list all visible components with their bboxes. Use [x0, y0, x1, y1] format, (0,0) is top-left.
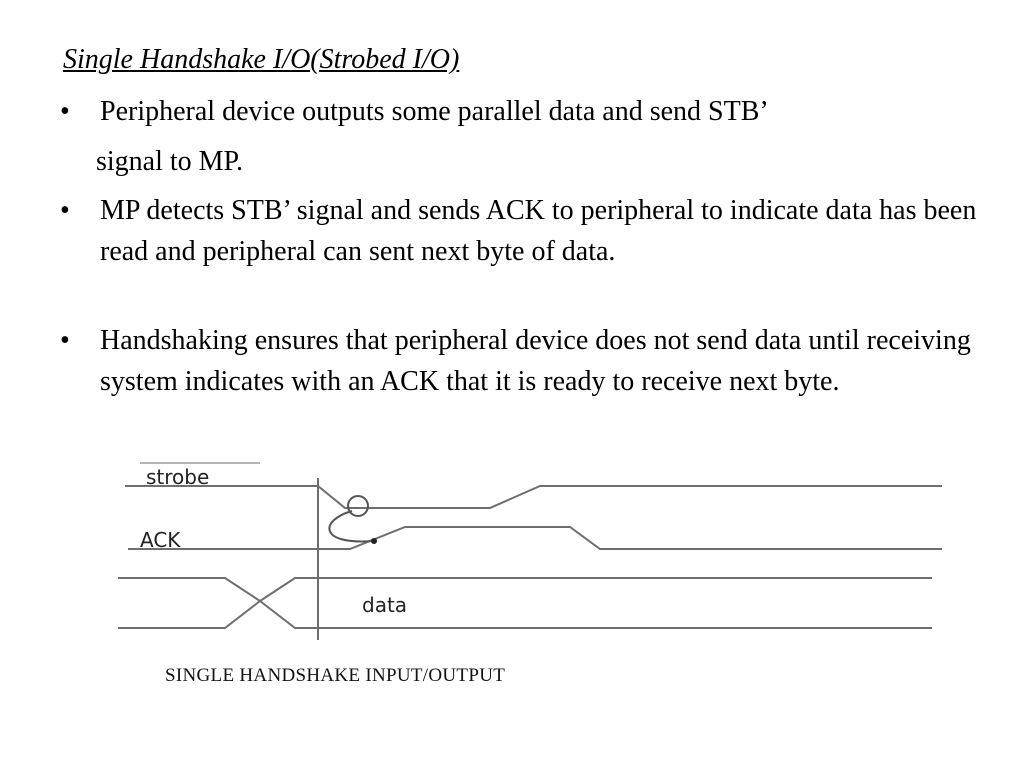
- ack-label: ACK: [140, 528, 181, 552]
- data-bus-top: [118, 578, 932, 601]
- bullet-marker-1: •: [60, 96, 70, 127]
- strobe-detect-circle: [348, 496, 368, 516]
- bullet-text-3: Handshaking ensures that peripheral device does not send data until receiving system indicates with an ACK that it is ready to receive next byte.: [100, 325, 971, 397]
- bullet-marker-2: •: [60, 195, 70, 226]
- slide-title: Single Handshake I/O(Strobed I/O): [63, 44, 460, 75]
- diagram-caption: SINGLE HANDSHAKE INPUT/OUTPUT: [165, 665, 506, 686]
- strobe-label: strobe: [146, 465, 210, 489]
- data-bus-bottom: [118, 601, 932, 628]
- ack-signal-line: [128, 527, 942, 549]
- bullet-text-2: MP detects STB’ signal and sends ACK to peripheral to indicate data has been read and peripheral can sent next byte of data.: [100, 195, 977, 267]
- data-label: data: [362, 593, 408, 617]
- bullet-text-1-continued: signal to MP.: [96, 146, 244, 177]
- arrow-dot: [371, 538, 377, 544]
- bullet-text-1: Peripheral device outputs some parallel data and send STB’: [100, 96, 769, 127]
- causality-curve: [329, 511, 372, 541]
- bullet-marker-3: •: [60, 325, 70, 356]
- strobe-signal-line: [125, 486, 942, 508]
